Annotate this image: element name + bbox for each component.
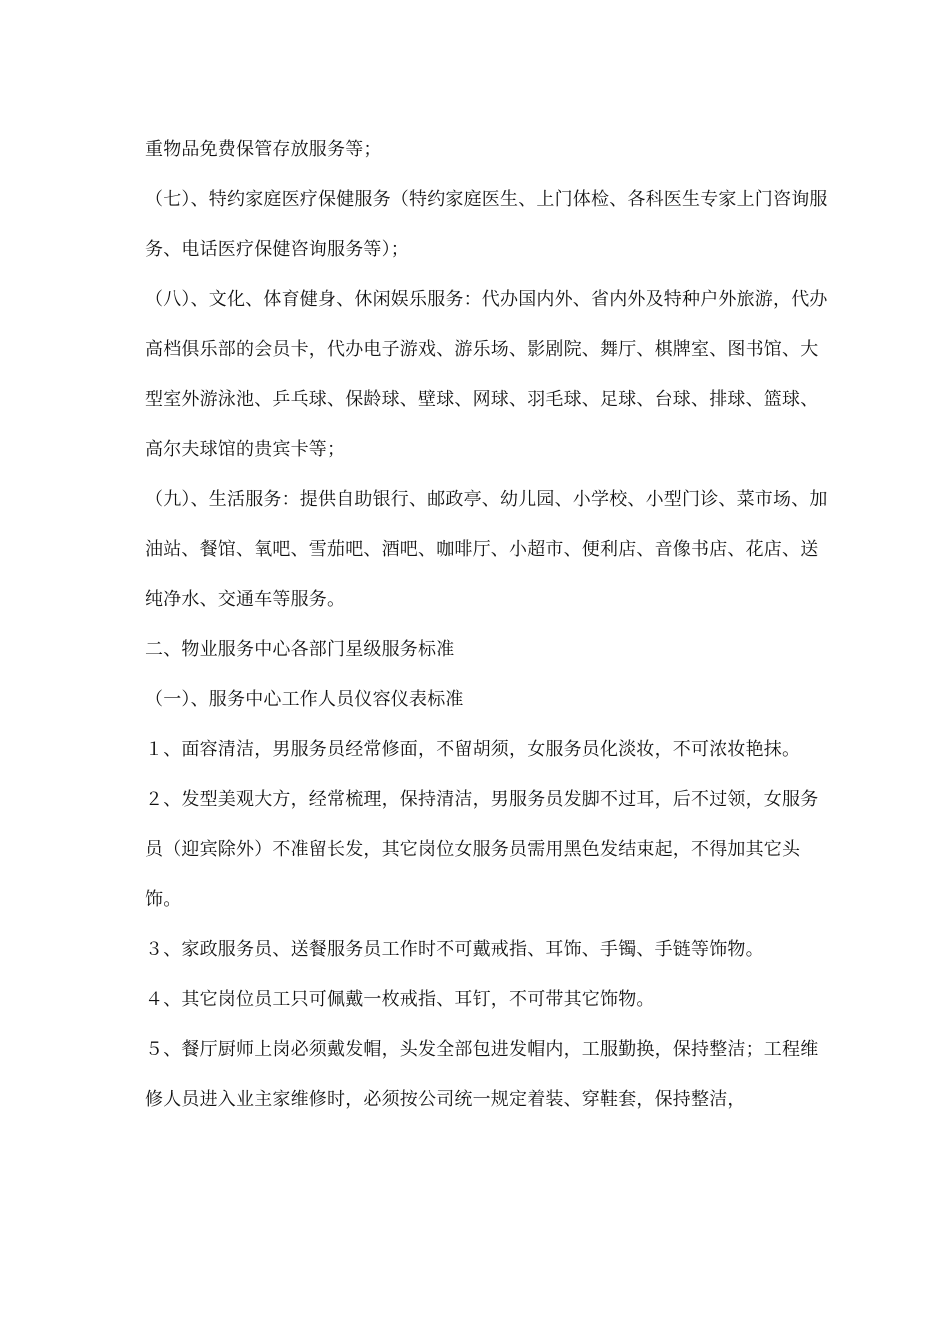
- document-body: [145, 125, 835, 1125]
- list-item: ５、餐厅厨师上岗必须戴发帽，头发全部包进发帽内，工服勤换，保持整洁；工程维修人员进入业主家维修时，必须按公司统一规定着装、穿鞋套，保持整洁，: [145, 1039, 819, 1110]
- subsection-heading: （一）、服务中心工作人员仪容仪表标准: [145, 689, 464, 710]
- paragraph-culture-sports-service: （八）、文化、体育健身、休闲娱乐服务：代办国内外、省内外及特种户外旅游，代办高档俱乐部的会员卡，代办电子游戏、游乐场、影剧院、舞厅、棋牌室、图书馆、大型室外游泳池、乒乓球、保龄球、壁球、网球、羽毛球、足球、台球、排球、篮球、高尔夫球馆的贵宾卡等；: [145, 289, 828, 460]
- list-item: ２、发型美观大方，经常梳理，保持清洁，男服务员发脚不过耳，后不过领，女服务员（迎宾除外）不准留长发，其它岗位女服务员需用黑色发结束起，不得加其它头饰。: [145, 789, 819, 910]
- paragraph-medical-service: （七）、特约家庭医疗保健服务（特约家庭医生、上门体检、各科医生专家上门咨询服务、电话医疗保健咨询服务等）；: [145, 189, 828, 260]
- paragraph-storage-service: 重物品免费保管存放服务等；: [145, 139, 382, 160]
- list-item: ３、家政服务员、送餐服务员工作时不可戴戒指、耳饰、手镯、手链等饰物。: [145, 939, 764, 960]
- list-item: ４、其它岗位员工只可佩戴一枚戒指、耳钉，不可带其它饰物。: [145, 989, 655, 1010]
- list-item: １、面容清洁，男服务员经常修面，不留胡须，女服务员化淡妆，不可浓妆艳抹。: [145, 739, 801, 760]
- paragraph-life-service: （九）、生活服务：提供自助银行、邮政亭、幼儿园、小学校、小型门诊、菜市场、加油站、餐馆、氧吧、雪茄吧、酒吧、咖啡厅、小超市、便利店、音像书店、花店、送纯净水、交通车等服务。: [145, 489, 828, 610]
- section-heading: 二、物业服务中心各部门星级服务标准: [145, 639, 455, 660]
